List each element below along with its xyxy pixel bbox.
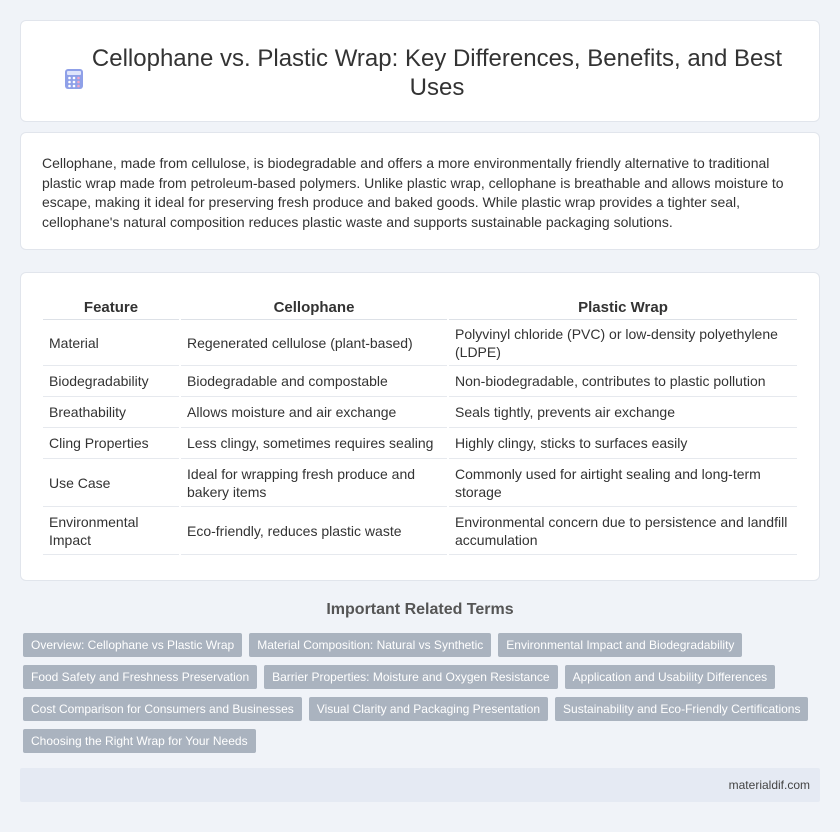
intro-paragraph: Cellophane, made from cellulose, is biodegradable and offers a more environmentally friendly alternative to traditional plastic wrap made from petroleum-based polymers. Unlike plastic wrap, cellophane is breathable and allows moisture to escape, making it ideal for preserving fresh produce and baked goods. While plastic wrap provides a tighter seal, cellophane's natural composition reduces plastic waste and supports sustainable packaging solutions. [42,155,784,230]
related-terms-heading: Important Related Terms [326,601,514,618]
table-row [43,397,797,428]
intro-card [20,132,820,250]
header-plastic-wrap: Plastic Wrap [449,296,797,320]
table-cell: Breathability [43,397,179,428]
tag-link[interactable]: Choosing the Right Wrap for Your Needs [23,729,256,753]
tag-link[interactable]: Cost Comparison for Consumers and Businesses [23,697,302,721]
tag-link[interactable]: Sustainability and Eco-Friendly Certifications [555,697,808,721]
tag-link[interactable]: Barrier Properties: Moisture and Oxygen Resistance [264,665,557,689]
footer [20,768,820,802]
table-row [43,366,797,397]
tag-link[interactable]: Visual Clarity and Packaging Presentation [309,697,548,721]
tag-row [23,729,818,753]
table-header-row [43,296,797,320]
tag-row [23,665,818,689]
tag-row [23,633,818,657]
table-cell: Environmental Impact [43,507,179,555]
tag-link[interactable]: Material Composition: Natural vs Synthetic [249,633,491,657]
tag-link[interactable]: Application and Usability Differences [565,665,776,689]
table-cell: Use Case [43,459,179,507]
table-cell: Biodegradable and compostable [181,366,447,397]
table-row [43,507,797,555]
table-cell: Polyvinyl chloride (PVC) or low-density polyethylene (LDPE) [449,320,797,366]
tag-link[interactable]: Overview: Cellophane vs Plastic Wrap [23,633,242,657]
table-cell: Environmental concern due to persistence and landfill accumulation [449,507,797,555]
title-card [20,20,820,122]
table-cell: Allows moisture and air exchange [181,397,447,428]
comparison-table [41,296,799,555]
table-cell: Biodegradability [43,366,179,397]
table-cell: Less clingy, sometimes requires sealing [181,428,447,459]
header-cellophane: Cellophane [181,296,447,320]
table-cell: Commonly used for airtight sealing and long-term storage [449,459,797,507]
page-title: Cellophane vs. Plastic Wrap: Key Differences, Benefits, and Best Uses [91,45,783,101]
tag-link[interactable]: Environmental Impact and Biodegradability [498,633,742,657]
table-cell: Eco-friendly, reduces plastic waste [181,507,447,555]
tag-link[interactable]: Food Safety and Freshness Preservation [23,665,257,689]
comparison-table-card [20,272,820,581]
header-feature: Feature [43,296,179,320]
title-wrap [61,44,789,102]
table-cell: Cling Properties [43,428,179,459]
table-cell: Highly clingy, sticks to surfaces easily [449,428,797,459]
table-cell: Material [43,320,179,366]
related-terms-tags [23,633,818,761]
table-cell: Regenerated cellulose (plant-based) [181,320,447,366]
footer-site[interactable]: materialdif.com [728,778,810,792]
table-cell: Non-biodegradable, contributes to plastic pollution [449,366,797,397]
table-cell: Seals tightly, prevents air exchange [449,397,797,428]
table-row [43,428,797,459]
table-row [43,320,797,366]
table-cell: Ideal for wrapping fresh produce and bakery items [181,459,447,507]
table-row [43,459,797,507]
tag-row [23,697,818,721]
